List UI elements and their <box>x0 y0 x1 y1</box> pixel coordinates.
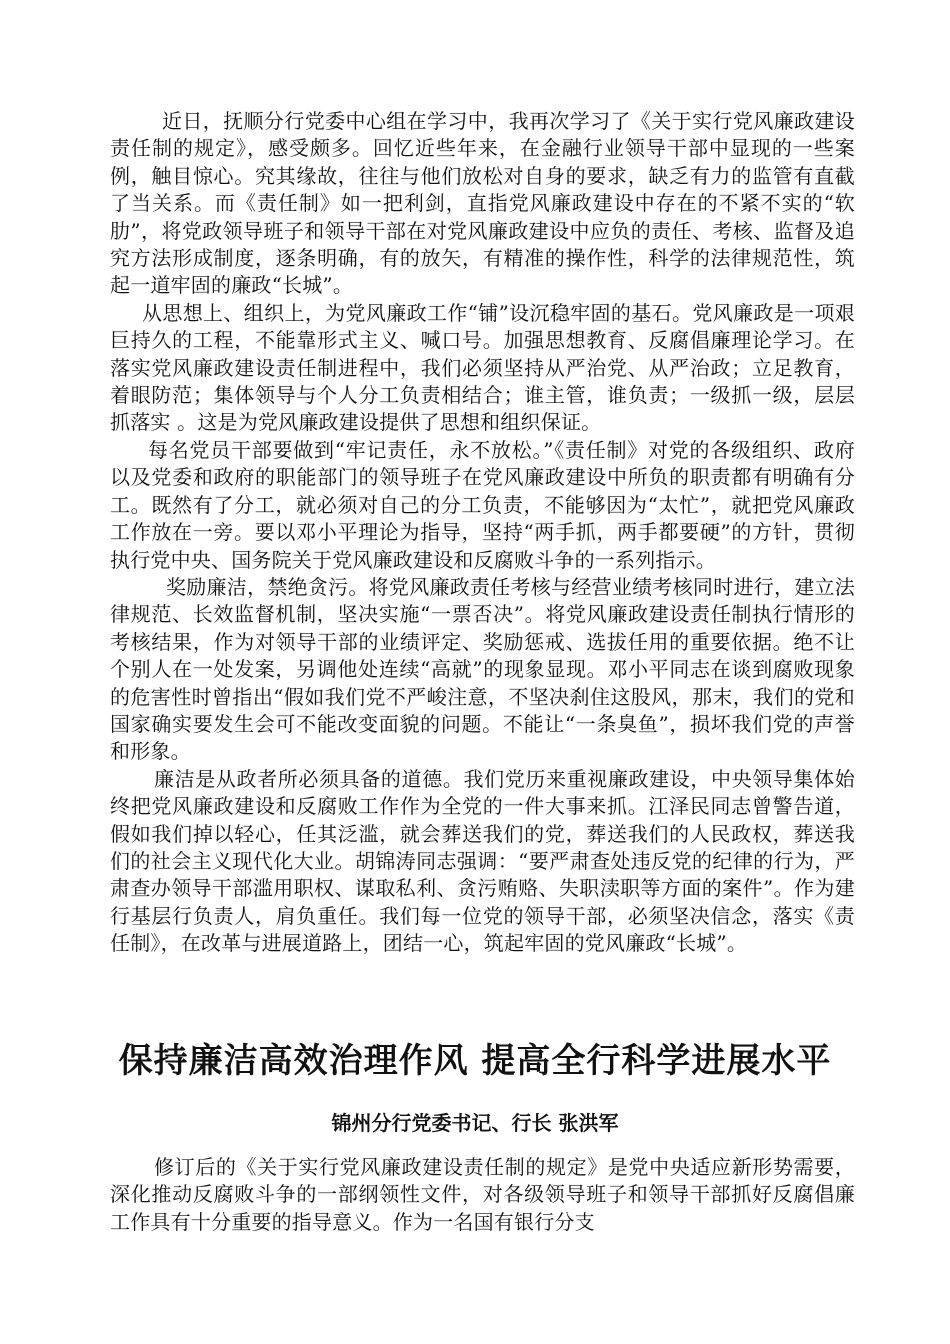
paragraph: 修订后的《关于实行党风廉政建设责任制的规定》是党中央适应新形势需要，深化推动反腐败斗争的一部纲领性文件，对各级领导班子和领导干部抓好反腐倡廉工作具有十分重要的指导意义。作为一名国有银行分支 <box>110 1155 855 1234</box>
article-body-2 <box>110 1154 855 1236</box>
paragraph: 奖励廉洁，禁绝贪污。将党风廉政责任考核与经营业绩考核同时进行，建立法律规范、长效监督机制，坚决实施“一票否决”。将党风廉政建设责任制执行情形的考核结果，作为对领导干部的业绩评定、奖励惩戒、选拔任用的重要依据。绝不让个别人在一处发案，另调他处连续“高就”的现象显现。邓小平同志在谈到腐败现象的危害性时曾指出“假如我们党不严峻注意，不坚决刹住这股风，那末，我们的党和国家确实要发生会可不能改变面貌的问题。不能让“一条臭鱼”，损坏我们党的声誉和形象。 <box>110 574 855 764</box>
paragraph: 每名党员干部要做到“牢记责任，永不放松。”《责任制》对党的各级组织、政府以及党委和政府的职能部门的领导班子在党风廉政建设中所负的职责都有明确有分工。既然有了分工，就必须对自己的分工负责，不能够因为“太忙”，就把党风廉政工作放在一旁。要以邓小平理论为指导，坚持“两手抓，两手都要硬”的方针，贯彻执行党中央、国务院关于党风廉政建设和反腐败斗争的一系列指示。 <box>110 437 855 572</box>
paragraph: 从思想上、组织上，为党风廉政工作“铺”设沉稳牢固的基石。党风廉政是一项艰巨持久的工程，不能靠形式主义、喊口号。加强思想教育、反腐倡廉理论学习。在落实党风廉政建设责任制进程中，我们必须坚持从严治党、从严治政；立足教育，着眼防范；集体领导与个人分工负责相结合；谁主管，谁负责；一级抓一级，层层抓落实 。这是为党风廉政建设提供了思想和组织保证。 <box>110 300 855 435</box>
paragraph: 近日，抚顺分行党委中心组在学习中，我再次学习了《关于实行党风廉政建设责任制的规定》，感受颇多。回忆近些年来，在金融行业领导干部中显现的一些案例，触目惊心。究其缘故，往往与他们放松对自身的要求，缺乏有力的监管有直截了当关系。而《责任制》如一把利剑，直指党风廉政建设中存在的不紧不实的“软肋”，将党政领导班子和领导干部在对党风廉政建设中应负的责任、考核、监督及追究方法形成制度，逐条明确，有的放矢，有精准的操作性，科学的法律规范性，筑起一道牢固的廉政“长城”。 <box>110 109 855 298</box>
article-body <box>110 108 855 958</box>
article-byline: 锦州分行党委书记、行长 张洪军 <box>331 1111 619 1135</box>
paragraph: 廉洁是从政者所必须具备的道德。我们党历来重视廉政建设，中央领导集体始终把党风廉政建设和反腐败工作作为全党的一件大事来抓。江泽民同志曾警告道，假如我们掉以轻心，任其泛滥，就会葬送我们的党，葬送我们的人民政权，葬送我们的社会主义现代化大业。胡锦涛同志强调：“要严肃查处违反党的纪律的行为，严肃查办领导干部滥用职权、谋取私利、贪污贿赂、失职渎职等方面的案件”。作为建行基层行负责人，肩负重任。我们每一位党的领导干部，必须坚决信念，落实《责任制》，在改革与进展道路上，团结一心，筑起牢固的党风廉政“长城”。 <box>110 766 855 956</box>
article-title: 保持廉洁高效治理作风 提高全行科学进展水平 <box>118 1041 832 1081</box>
